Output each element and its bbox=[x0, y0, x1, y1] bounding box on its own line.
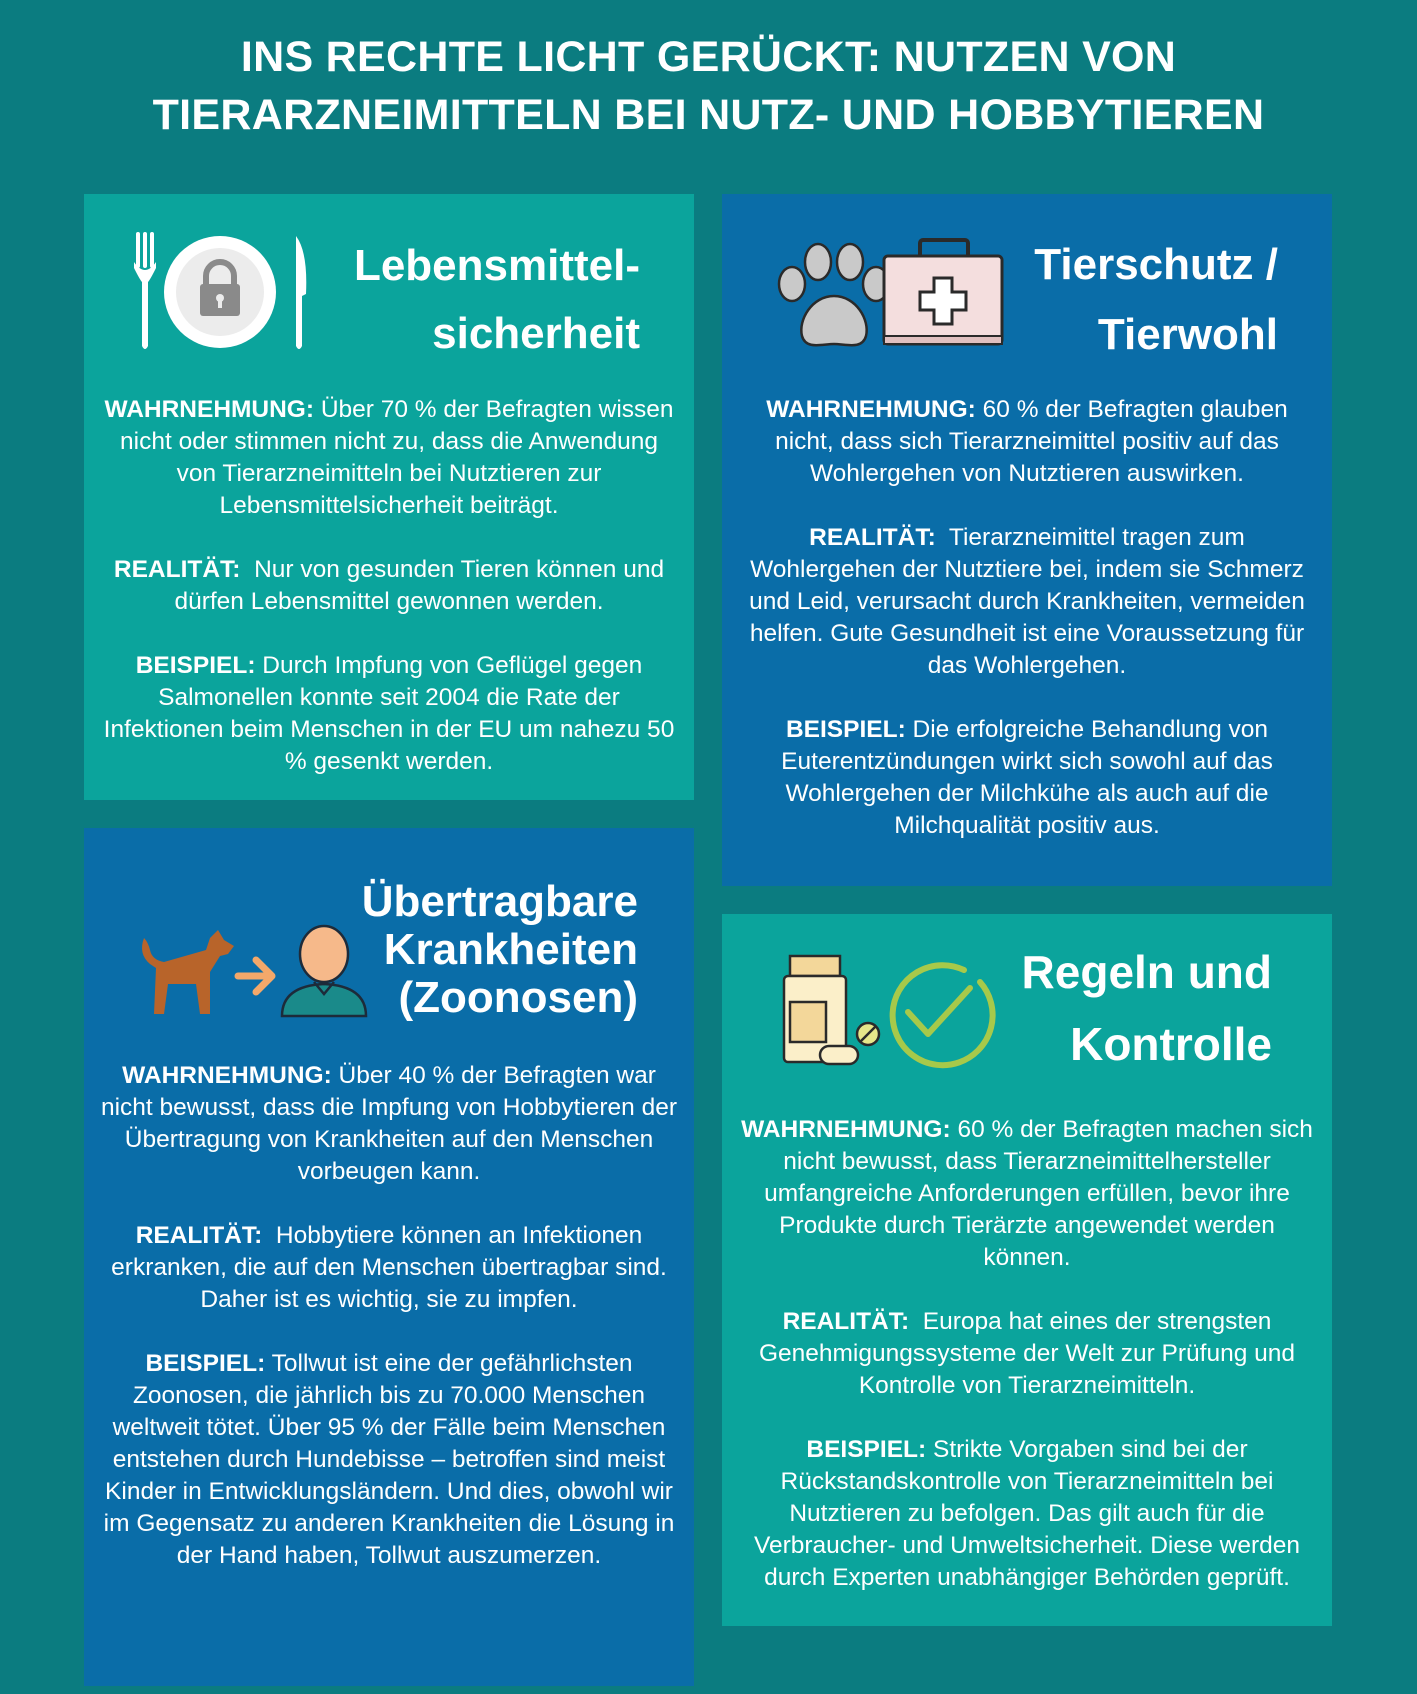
arrow-right-icon bbox=[238, 960, 272, 992]
perception-text: 60 % der Befragten glauben nicht, dass sich Tierarzneimittel positiv auf das Wohlergehen von Nutztieren auswirken. bbox=[775, 396, 1288, 487]
page-title-line2: TIERARZNEIMITTELN BEI NUTZ- UND HOBBYTIEREN bbox=[152, 91, 1265, 139]
perception-paragraph bbox=[736, 394, 1318, 490]
card-food-body bbox=[98, 394, 680, 778]
card-welfare-title-line2: Tierwohl bbox=[1097, 310, 1278, 359]
card-food-title-line1: Lebensmittel- bbox=[353, 241, 640, 290]
paw-icon bbox=[779, 244, 889, 345]
perception-label: WAHRNEHMUNG: bbox=[766, 396, 976, 423]
example-label: BEISPIEL: bbox=[806, 1436, 927, 1463]
card-food-safety bbox=[84, 194, 694, 800]
reality-label: REALITÄT: bbox=[809, 524, 936, 551]
reality-paragraph bbox=[736, 522, 1318, 682]
card-zoonoses-title-line2: Krankheiten bbox=[383, 925, 638, 974]
example-paragraph bbox=[98, 650, 680, 778]
card-rules bbox=[722, 914, 1332, 1626]
checkmark-circle-icon bbox=[893, 965, 993, 1065]
example-paragraph bbox=[736, 1434, 1318, 1594]
reality-paragraph bbox=[98, 554, 680, 618]
perception-label: WAHRNEHMUNG: bbox=[741, 1116, 951, 1143]
example-label: BEISPIEL: bbox=[785, 716, 906, 743]
perception-label: WAHRNEHMUNG: bbox=[122, 1062, 332, 1089]
card-rules-title-line2: Kontrolle bbox=[1070, 1018, 1272, 1070]
rules-icon-group bbox=[780, 952, 1000, 1072]
example-text: Durch Impfung von Geflügel gegen Salmonellen konnte seit 2004 die Rate der Infektionen beim Menschen in der EU um nahezu 50 % gesenkt werden. bbox=[103, 652, 675, 775]
fork-icon bbox=[134, 232, 156, 349]
example-label: BEISPIEL: bbox=[135, 652, 256, 679]
card-animal-welfare bbox=[722, 194, 1332, 886]
card-zoonoses bbox=[84, 828, 694, 1686]
example-text: Tollwut ist eine der gefährlichsten Zoonosen, die jährlich bis zu 70.000 Menschen weltweit tötet. Über 95 % der Fälle beim Menschen entstehen durch Hundebisse – betroffen sind meist Kinder in Entwicklungsländern. Und dies, obwohl wir im Gegensatz zu anderen Krankheiten die Lösung in der Hand haben, Tollwut auszumerzen. bbox=[103, 1350, 675, 1569]
perception-paragraph bbox=[98, 1060, 680, 1188]
person-icon bbox=[282, 926, 366, 1016]
card-rules-body bbox=[736, 1114, 1318, 1594]
reality-label: REALITÄT: bbox=[782, 1308, 910, 1335]
example-text: Die erfolgreiche Behandlung von Euterentzündungen wirkt sich sowohl auf das Wohlergehen der Milchkühe als auch auf die Milchqualität positiv aus. bbox=[781, 716, 1273, 839]
page-title bbox=[0, 28, 1417, 144]
reality-text: Tierarzneimittel tragen zum Wohlergehen der Nutztiere bei, indem sie Schmerz und Leid, verursacht durch Krankheiten, vermeiden helfen. Gute Gesundheit ist eine Voraussetzung für das Wohlergehen. bbox=[749, 524, 1305, 679]
perception-text: Über 70 % der Befragten wissen nicht oder stimmen nicht zu, dass die Anwendung von Tierarzneimitteln bei Nutztieren zur Lebensmittelsicherheit beiträgt. bbox=[120, 396, 674, 519]
reality-text: Hobbytiere können an Infektionen erkranken, die auf den Menschen übertragbar sind. Daher ist es wichtig, sie zu impfen. bbox=[111, 1222, 667, 1313]
card-welfare-title bbox=[1034, 230, 1278, 370]
perception-text: 60 % der Befragten machen sich nicht bewusst, dass Tierarzneimittelhersteller umfangreiche Anforderungen erfüllen, bevor ihre Produkte durch Tierärzte angewendet werden können. bbox=[764, 1116, 1313, 1271]
perception-label: WAHRNEHMUNG: bbox=[104, 396, 315, 423]
reality-paragraph bbox=[98, 1220, 680, 1316]
card-zoonoses-title-line3: (Zoonosen) bbox=[398, 973, 638, 1022]
card-zoonoses-body bbox=[98, 1060, 680, 1572]
card-zoonoses-title-line1: Übertragbare bbox=[361, 877, 638, 926]
reality-text: Nur von gesunden Tieren können und dürfen Lebensmittel gewonnen werden. bbox=[174, 556, 665, 615]
card-food-title bbox=[354, 232, 640, 368]
reality-text: Europa hat eines der strengsten Genehmigungssysteme der Welt zur Prüfung und Kontrolle von Tierarzneimitteln. bbox=[758, 1308, 1296, 1399]
card-food-title-line2: sicherheit bbox=[432, 309, 640, 358]
card-rules-title-line1: Regeln und bbox=[1021, 946, 1272, 998]
card-welfare-title-line1: Tierschutz / bbox=[1034, 240, 1278, 289]
perception-paragraph bbox=[736, 1114, 1318, 1274]
reality-label: REALITÄT: bbox=[135, 1222, 263, 1249]
perception-paragraph bbox=[98, 394, 680, 522]
perception-text: Über 40 % der Befragten war nicht bewusst, dass die Impfung von Hobbytieren der Übertragung von Krankheiten auf den Menschen vorbeugen kann. bbox=[100, 1062, 678, 1185]
zoonoses-icon-group bbox=[136, 920, 376, 1020]
knife-icon bbox=[296, 236, 306, 349]
example-label: BEISPIEL: bbox=[145, 1350, 266, 1377]
plate-lock-icon bbox=[164, 236, 276, 348]
page-title-line1: INS RECHTE LICHT GERÜCKT: NUTZEN VON bbox=[240, 33, 1177, 81]
dog-icon bbox=[142, 930, 234, 1014]
first-aid-kit-icon bbox=[884, 240, 1002, 344]
reality-paragraph bbox=[736, 1306, 1318, 1402]
example-text: Strikte Vorgaben sind bei der Rückstandskontrolle von Tierarzneimitteln bei Nutztieren zu befolgen. Das gilt auch für die Verbraucher- und Umweltsicherheit. Diese werden durch Experten unabhängiger Behörden geprüft. bbox=[753, 1436, 1301, 1591]
example-paragraph bbox=[736, 714, 1318, 842]
card-welfare-body bbox=[736, 394, 1318, 842]
reality-label: REALITÄT: bbox=[113, 556, 241, 583]
food-icon-group bbox=[130, 232, 310, 352]
card-zoonoses-title bbox=[362, 878, 638, 1022]
card-rules-title bbox=[1022, 936, 1272, 1080]
example-paragraph bbox=[98, 1348, 680, 1572]
welfare-icon-group bbox=[774, 238, 1014, 358]
